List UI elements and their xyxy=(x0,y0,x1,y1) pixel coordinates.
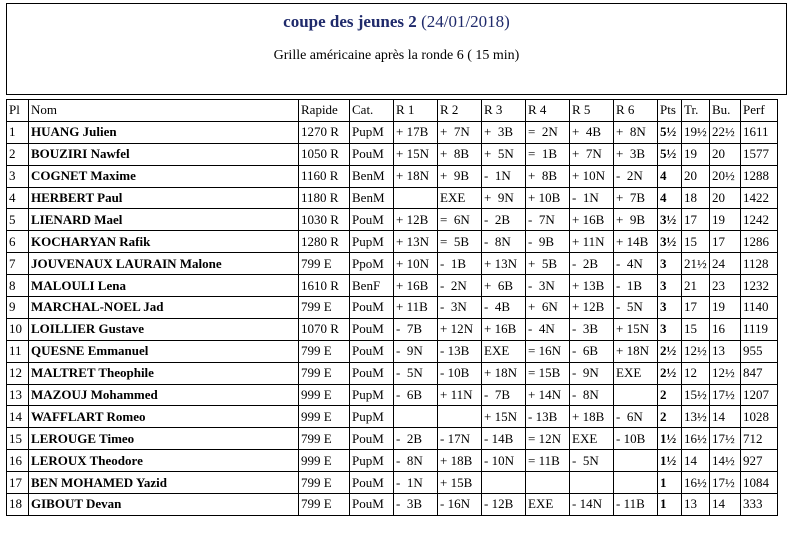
table-cell: 1050 R xyxy=(299,143,350,165)
table-cell: 13½ xyxy=(682,406,710,428)
table-row xyxy=(7,340,778,362)
table-cell: 17 xyxy=(7,472,29,494)
table-cell: 18 xyxy=(7,494,29,516)
table-cell: 799 E xyxy=(299,297,350,319)
table-cell: 17 xyxy=(710,231,741,253)
table-cell: = 2N xyxy=(526,121,570,143)
table-cell: 1242 xyxy=(741,209,778,231)
table-cell: 17½ xyxy=(710,384,741,406)
table-cell: - 8N xyxy=(570,384,614,406)
table-cell: - 13B xyxy=(438,340,482,362)
table-cell: - 17N xyxy=(438,428,482,450)
table-cell: 1128 xyxy=(741,253,778,275)
table-cell: + 14B xyxy=(614,231,658,253)
page-title xyxy=(7,12,786,32)
table-cell: - 2B xyxy=(482,209,526,231)
table-row xyxy=(7,275,778,297)
tournament-name: coupe des jeunes 2 xyxy=(283,12,417,31)
table-cell: + 18B xyxy=(438,450,482,472)
table-cell: 799 E xyxy=(299,340,350,362)
table-cell: - 11B xyxy=(614,494,658,516)
table-cell: 18 xyxy=(682,187,710,209)
column-header: Nom xyxy=(29,100,299,122)
table-cell: + 17B xyxy=(394,121,438,143)
table-cell: 11 xyxy=(7,340,29,362)
table-cell: - 6N xyxy=(614,406,658,428)
table-cell: + 10B xyxy=(526,187,570,209)
table-cell: EXE xyxy=(526,494,570,516)
table-cell: 16½ xyxy=(682,472,710,494)
table-cell xyxy=(394,187,438,209)
table-cell: PupM xyxy=(350,384,394,406)
table-cell: + 13N xyxy=(482,253,526,275)
table-cell: PouM xyxy=(350,472,394,494)
tournament-date: (24/01/2018) xyxy=(421,12,510,31)
table-cell: 20 xyxy=(710,187,741,209)
table-cell: 1 xyxy=(658,472,682,494)
table-cell: + 8B xyxy=(526,165,570,187)
table-cell: PouM xyxy=(350,209,394,231)
table-cell: PouM xyxy=(350,340,394,362)
table-cell: LIENARD Mael xyxy=(29,209,299,231)
table-cell: 1577 xyxy=(741,143,778,165)
table-cell: PupM xyxy=(350,121,394,143)
table-cell: 3½ xyxy=(658,209,682,231)
table-cell: 3½ xyxy=(658,231,682,253)
column-header: Tr. xyxy=(682,100,710,122)
table-cell: 16 xyxy=(710,318,741,340)
table-cell: 1119 xyxy=(741,318,778,340)
table-cell: BOUZIRI Nawfel xyxy=(29,143,299,165)
table-row xyxy=(7,297,778,319)
table-cell: 1070 R xyxy=(299,318,350,340)
table-row xyxy=(7,231,778,253)
table-cell xyxy=(614,384,658,406)
table-cell: - 10N xyxy=(482,450,526,472)
table-cell: - 6B xyxy=(570,340,614,362)
table-cell: + 18N xyxy=(614,340,658,362)
table-cell: - 2N xyxy=(614,165,658,187)
table-cell: 2 xyxy=(658,384,682,406)
table-cell: 1 xyxy=(658,494,682,516)
table-cell: 1 xyxy=(7,121,29,143)
table-row xyxy=(7,209,778,231)
table-cell: 6 xyxy=(7,231,29,253)
table-cell: 1½ xyxy=(658,428,682,450)
table-cell: JOUVENAUX LAURAIN Malone xyxy=(29,253,299,275)
table-cell: 20½ xyxy=(710,165,741,187)
column-header: Bu. xyxy=(710,100,741,122)
table-cell: - 4N xyxy=(526,318,570,340)
table-cell: PouM xyxy=(350,318,394,340)
table-row xyxy=(7,494,778,516)
table-cell: + 9B xyxy=(438,165,482,187)
table-cell: 19 xyxy=(682,143,710,165)
table-cell: PouM xyxy=(350,362,394,384)
column-header: Perf xyxy=(741,100,778,122)
table-cell: - 3N xyxy=(438,297,482,319)
table-cell: MALOULI Lena xyxy=(29,275,299,297)
table-cell: 14 xyxy=(710,406,741,428)
table-cell: 24 xyxy=(710,253,741,275)
table-cell: + 6B xyxy=(482,275,526,297)
table-cell: 1028 xyxy=(741,406,778,428)
column-header: R 6 xyxy=(614,100,658,122)
table-cell: 12½ xyxy=(710,362,741,384)
table-cell: 2 xyxy=(658,406,682,428)
table-cell: 799 E xyxy=(299,253,350,275)
table-cell: EXE xyxy=(614,362,658,384)
table-cell: 19 xyxy=(710,297,741,319)
table-cell: 14 xyxy=(7,406,29,428)
table-cell: + 13B xyxy=(570,275,614,297)
table-cell: + 6N xyxy=(526,297,570,319)
table-cell: - 2N xyxy=(438,275,482,297)
table-cell: + 18N xyxy=(394,165,438,187)
table-cell: = 11B xyxy=(526,450,570,472)
table-cell: 1140 xyxy=(741,297,778,319)
table-cell: + 13N xyxy=(394,231,438,253)
table-cell: 1180 R xyxy=(299,187,350,209)
table-cell: 2½ xyxy=(658,340,682,362)
table-cell: + 12B xyxy=(394,209,438,231)
table-cell: + 9N xyxy=(482,187,526,209)
table-cell: + 18N xyxy=(482,362,526,384)
table-cell: 4 xyxy=(658,187,682,209)
table-cell: 23 xyxy=(710,275,741,297)
table-cell: 999 E xyxy=(299,406,350,428)
table-cell: - 3B xyxy=(394,494,438,516)
table-cell: - 7B xyxy=(394,318,438,340)
page-subtitle: Grille américaine après la ronde 6 ( 15 min) xyxy=(273,48,520,63)
table-cell: + 16B xyxy=(394,275,438,297)
table-row xyxy=(7,187,778,209)
column-header: Pl xyxy=(7,100,29,122)
table-cell: 1422 xyxy=(741,187,778,209)
column-header: Rapide xyxy=(299,100,350,122)
table-cell: PouM xyxy=(350,297,394,319)
table-cell: 2 xyxy=(7,143,29,165)
table-cell: BenM xyxy=(350,165,394,187)
table-cell: PouM xyxy=(350,428,394,450)
table-cell: GIBOUT Devan xyxy=(29,494,299,516)
table-cell: 9 xyxy=(7,297,29,319)
table-cell: MALTRET Theophile xyxy=(29,362,299,384)
table-cell: + 9B xyxy=(614,209,658,231)
table-cell: + 8B xyxy=(438,143,482,165)
table-cell: - 3N xyxy=(526,275,570,297)
table-cell: 3 xyxy=(658,318,682,340)
table-cell: 15½ xyxy=(682,384,710,406)
table-cell: 3 xyxy=(7,165,29,187)
table-cell: - 16N xyxy=(438,494,482,516)
table-cell: - 8N xyxy=(394,450,438,472)
table-cell: HERBERT Paul xyxy=(29,187,299,209)
table-cell: - 14B xyxy=(482,428,526,450)
table-row xyxy=(7,318,778,340)
table-cell: - 10B xyxy=(438,362,482,384)
table-row xyxy=(7,428,778,450)
table-cell: PupM xyxy=(350,450,394,472)
table-cell: - 9B xyxy=(526,231,570,253)
table-cell: - 1N xyxy=(570,187,614,209)
table-cell: + 16B xyxy=(482,318,526,340)
table-cell: 927 xyxy=(741,450,778,472)
table-cell: 17 xyxy=(682,209,710,231)
table-header-row xyxy=(7,100,778,122)
table-cell: 799 E xyxy=(299,362,350,384)
table-cell: 847 xyxy=(741,362,778,384)
table-cell: LOILLIER Gustave xyxy=(29,318,299,340)
table-cell: 16½ xyxy=(682,428,710,450)
table-cell: 999 E xyxy=(299,450,350,472)
table-cell: - 3B xyxy=(570,318,614,340)
table-cell: 21½ xyxy=(682,253,710,275)
table-cell: - 14N xyxy=(570,494,614,516)
table-cell: + 15N xyxy=(614,318,658,340)
table-cell: - 2B xyxy=(570,253,614,275)
table-cell: - 8N xyxy=(482,231,526,253)
table-cell: 17½ xyxy=(710,472,741,494)
table-cell: 799 E xyxy=(299,494,350,516)
table-cell xyxy=(570,472,614,494)
table-cell: COGNET Maxime xyxy=(29,165,299,187)
table-cell: 21 xyxy=(682,275,710,297)
table-cell xyxy=(438,406,482,428)
table-row xyxy=(7,362,778,384)
column-header: R 3 xyxy=(482,100,526,122)
table-cell: BenF xyxy=(350,275,394,297)
table-cell: - 10B xyxy=(614,428,658,450)
header-box xyxy=(6,3,787,95)
table-cell: + 4B xyxy=(570,121,614,143)
table-cell: 20 xyxy=(682,165,710,187)
column-header: R 4 xyxy=(526,100,570,122)
table-cell: + 11N xyxy=(570,231,614,253)
table-cell: + 10N xyxy=(394,253,438,275)
table-cell: 1270 R xyxy=(299,121,350,143)
table-cell: 16 xyxy=(7,450,29,472)
table-cell: + 16B xyxy=(570,209,614,231)
table-cell xyxy=(614,472,658,494)
table-cell: 1611 xyxy=(741,121,778,143)
table-cell: 3 xyxy=(658,253,682,275)
table-cell: - 4B xyxy=(482,297,526,319)
table-cell: + 18B xyxy=(570,406,614,428)
table-cell: = 6N xyxy=(438,209,482,231)
table-cell: - 4N xyxy=(614,253,658,275)
table-cell: - 5N xyxy=(614,297,658,319)
table-cell: MARCHAL-NOEL Jad xyxy=(29,297,299,319)
table-cell: 1280 R xyxy=(299,231,350,253)
table-cell: - 6B xyxy=(394,384,438,406)
table-cell: 3 xyxy=(658,275,682,297)
table-row xyxy=(7,406,778,428)
table-cell: 4 xyxy=(7,187,29,209)
table-cell: 1½ xyxy=(658,450,682,472)
table-cell: 22½ xyxy=(710,121,741,143)
table-cell xyxy=(614,450,658,472)
table-cell: + 12N xyxy=(438,318,482,340)
table-cell: EXE xyxy=(482,340,526,362)
column-header: R 1 xyxy=(394,100,438,122)
table-cell: + 14N xyxy=(526,384,570,406)
table-row xyxy=(7,450,778,472)
table-cell: MAZOUJ Mohammed xyxy=(29,384,299,406)
table-cell: 5 xyxy=(7,209,29,231)
table-cell: WAFFLART Romeo xyxy=(29,406,299,428)
table-cell: + 3B xyxy=(614,143,658,165)
table-cell: = 5B xyxy=(438,231,482,253)
table-cell: - 7B xyxy=(482,384,526,406)
table-cell: - 12B xyxy=(482,494,526,516)
table-cell: 1030 R xyxy=(299,209,350,231)
table-cell: QUESNE Emmanuel xyxy=(29,340,299,362)
table-row xyxy=(7,143,778,165)
table-row xyxy=(7,253,778,275)
table-cell: 1084 xyxy=(741,472,778,494)
table-cell: 14½ xyxy=(710,450,741,472)
table-cell: - 1B xyxy=(614,275,658,297)
column-header: Cat. xyxy=(350,100,394,122)
table-cell: 955 xyxy=(741,340,778,362)
table-cell: + 7B xyxy=(614,187,658,209)
table-row xyxy=(7,472,778,494)
table-cell: = 16N xyxy=(526,340,570,362)
table-cell: - 5N xyxy=(570,450,614,472)
table-cell: = 15B xyxy=(526,362,570,384)
table-cell: 712 xyxy=(741,428,778,450)
table-cell: 10 xyxy=(7,318,29,340)
table-cell: + 8N xyxy=(614,121,658,143)
table-cell: 17 xyxy=(682,297,710,319)
table-cell: 19½ xyxy=(682,121,710,143)
table-cell: + 7N xyxy=(570,143,614,165)
table-cell: 999 E xyxy=(299,384,350,406)
table-cell: - 9N xyxy=(570,362,614,384)
table-cell xyxy=(394,406,438,428)
table-cell: 13 xyxy=(682,494,710,516)
table-cell: 4 xyxy=(658,165,682,187)
table-cell: BEN MOHAMED Yazid xyxy=(29,472,299,494)
table-row xyxy=(7,384,778,406)
table-cell: 8 xyxy=(7,275,29,297)
column-header: R 2 xyxy=(438,100,482,122)
standings-table xyxy=(6,99,778,516)
table-cell xyxy=(526,472,570,494)
table-cell: 5½ xyxy=(658,143,682,165)
table-cell: 13 xyxy=(710,340,741,362)
table-cell: 15 xyxy=(682,318,710,340)
table-cell: - 1B xyxy=(438,253,482,275)
table-cell: 12½ xyxy=(682,340,710,362)
table-cell: 799 E xyxy=(299,472,350,494)
table-cell: 3 xyxy=(658,297,682,319)
table-cell: 15 xyxy=(7,428,29,450)
table-cell: + 7N xyxy=(438,121,482,143)
table-cell: - 13B xyxy=(526,406,570,428)
table-cell: PouM xyxy=(350,494,394,516)
table-cell: + 15N xyxy=(482,406,526,428)
table-cell: 14 xyxy=(682,450,710,472)
table-cell: = 1B xyxy=(526,143,570,165)
table-cell: + 5B xyxy=(526,253,570,275)
table-cell: 12 xyxy=(7,362,29,384)
table-cell: + 11B xyxy=(394,297,438,319)
table-cell: PupM xyxy=(350,231,394,253)
table-cell: + 5N xyxy=(482,143,526,165)
table-cell: 1288 xyxy=(741,165,778,187)
table-cell: + 11N xyxy=(438,384,482,406)
table-cell: 19 xyxy=(710,209,741,231)
table-cell: 17½ xyxy=(710,428,741,450)
table-cell: LEROUGE Timeo xyxy=(29,428,299,450)
table-cell: - 1N xyxy=(394,472,438,494)
table-cell: 1610 R xyxy=(299,275,350,297)
table-cell: 333 xyxy=(741,494,778,516)
table-cell: - 5N xyxy=(394,362,438,384)
table-cell xyxy=(482,472,526,494)
table-cell: 7 xyxy=(7,253,29,275)
table-cell: - 7N xyxy=(526,209,570,231)
table-cell: 13 xyxy=(7,384,29,406)
table-cell: 1232 xyxy=(741,275,778,297)
table-cell: + 15N xyxy=(394,143,438,165)
table-cell: 20 xyxy=(710,143,741,165)
table-cell: + 12B xyxy=(570,297,614,319)
table-cell: EXE xyxy=(570,428,614,450)
table-cell: + 3B xyxy=(482,121,526,143)
table-cell: HUANG Julien xyxy=(29,121,299,143)
table-cell: 5½ xyxy=(658,121,682,143)
table-cell: PouM xyxy=(350,143,394,165)
table-cell: 2½ xyxy=(658,362,682,384)
table-cell: 1207 xyxy=(741,384,778,406)
table-cell: - 9N xyxy=(394,340,438,362)
table-cell: 1286 xyxy=(741,231,778,253)
table-cell: + 15B xyxy=(438,472,482,494)
table-cell: EXE xyxy=(438,187,482,209)
table-cell: = 12N xyxy=(526,428,570,450)
table-cell: LEROUX Theodore xyxy=(29,450,299,472)
table-cell: + 10N xyxy=(570,165,614,187)
table-cell: KOCHARYAN Rafik xyxy=(29,231,299,253)
table-cell: - 2B xyxy=(394,428,438,450)
column-header: R 5 xyxy=(570,100,614,122)
table-cell: PupM xyxy=(350,406,394,428)
table-cell: 15 xyxy=(682,231,710,253)
table-cell: 12 xyxy=(682,362,710,384)
table-cell: BenM xyxy=(350,187,394,209)
column-header: Pts xyxy=(658,100,682,122)
table-cell: PpoM xyxy=(350,253,394,275)
table-cell: 1160 R xyxy=(299,165,350,187)
table-cell: 799 E xyxy=(299,428,350,450)
table-cell: - 1N xyxy=(482,165,526,187)
table-cell: 14 xyxy=(710,494,741,516)
table-row xyxy=(7,165,778,187)
table-row xyxy=(7,121,778,143)
